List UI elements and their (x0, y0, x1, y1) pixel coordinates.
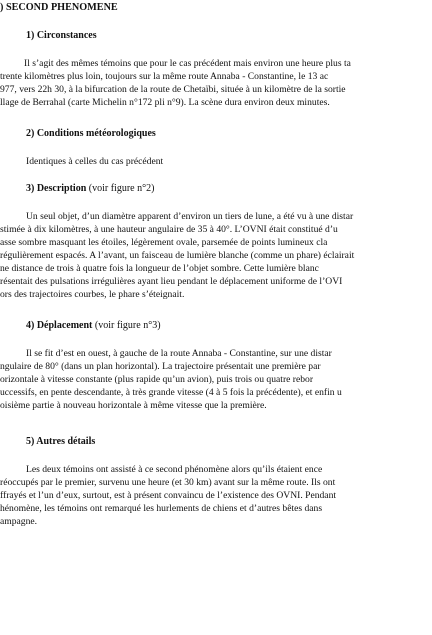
paragraph-line: hénomène, les témoins ont remarqué les hurlements de chiens et d’autres bêtes dans (0, 503, 323, 514)
paragraph-line: résentait des pulsations irrégulières ayant lieu pendant le déplacement uniforme de l’OVI (0, 276, 343, 287)
paragraph-line: 977, vers 22h 30, à la bifurcation de la route de Chetaïbi, située à un kilomètre de la sortie (0, 84, 346, 95)
paragraph-line: orizontale à vitesse constante (plus rapide qu’un avion), puis trois ou quatre rebor (0, 374, 314, 385)
paragraph-line: uccessifs, en pente descendante, à très grande vitesse (4 à 5 fois la précédente), et enfin u (0, 387, 342, 398)
section-heading-description: 3) Description (voir figure n°2) (26, 183, 155, 194)
section-heading-deplacement: 4) Déplacement (voir figure n°3) (26, 320, 161, 331)
section-heading-autres-details: 5) Autres détails (26, 436, 96, 447)
paragraph-line: ampagne. (0, 516, 38, 527)
paragraph-line: ne distance de trois à quatre fois la longueur de l’objet sombre. Cette lumière blanc (0, 263, 319, 274)
paragraph-line: Un seul objet, d’un diamètre apparent d’environ un tiers de lune, a été vu à une distar (26, 211, 354, 222)
paragraph-line: stimée à dix kilomètres, à une hauteur angulaire de 35 à 40°. L’OVNI était constitué d’u (0, 224, 338, 235)
paragraph-line: ngulaire de 80° (dans un plan horizontal). La trajectoire présentait une première par (0, 361, 321, 372)
paragraph-line: ors des trajectoires courbes, le phare s’éteignait. (0, 289, 185, 300)
paragraph-line: ffrayés et l’un d’eux, surtout, est à présent convaincu de l’existence des OVNI. Pendant (0, 490, 337, 501)
paragraph-line: oisième partie à nouveau horizontale à même vitesse que la première. (0, 400, 267, 411)
paragraph-line: Les deux témoins ont assisté à ce second phénomène alors qu’ils étaient ence (26, 464, 323, 475)
document-title: ) SECOND PHENOMENE (0, 2, 118, 13)
paragraph-line: réoccupés par le premier, survenu une heure (et 30 km) avant sur la même route. Ils ont (0, 477, 336, 488)
paragraph-line: llage de Berrahal (carte Michelin n°172 pli n°9). La scène dura environ deux minutes. (0, 97, 330, 108)
paragraph-line: Identiques à celles du cas précédent (26, 156, 164, 167)
section-heading-conditions: 2) Conditions météorologiques (26, 128, 156, 139)
paragraph-line: régulièrement espacés. A l’avant, un faisceau de lumière blanche (comme un phare) éclairait (0, 250, 355, 261)
paragraph-line: asse sombre masquant les étoiles, légèrement ovale, parsemée de points lumineux cla (0, 237, 328, 248)
paragraph-line: Il s’agit des mêmes témoins que pour le cas précédent mais environ une heure plus ta (24, 58, 351, 69)
paragraph-line: trente kilomètres plus loin, toujours sur la même route Annaba - Constantine, le 13 ac (0, 71, 329, 82)
section-heading-circonstances: 1) Circonstances (26, 30, 97, 41)
paragraph-line: Il se fit d’est en ouest, à gauche de la route Annaba - Constantine, sur une distar (26, 348, 332, 359)
